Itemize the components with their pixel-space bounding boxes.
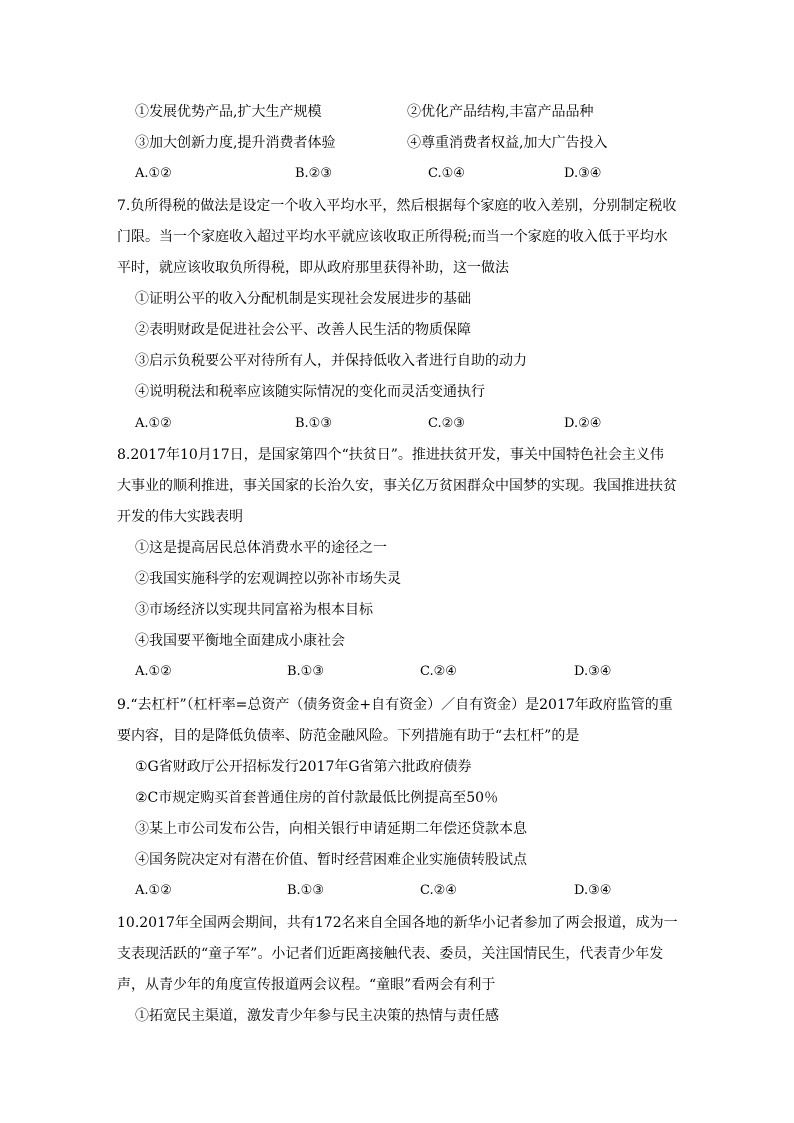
q8-item-4: ④我国要平衡地全面建成小康社会 bbox=[135, 633, 345, 649]
q8-stem-line-3: 开发的伟大实践表明 bbox=[117, 509, 243, 525]
q10-stem-line-1: 10.2017年全国两会期间，共有172名来自全国各地的新华小记者参加了两会报道，成为一 bbox=[117, 915, 678, 931]
q8-option-b: B.①③ bbox=[287, 664, 324, 679]
q6-item-2: ②优化产品结构,丰富产品品种 bbox=[407, 104, 594, 120]
q9-stem-line-2: 要内容，目的是降低负债率、防范金融风险。下列措施有助于“去杠杆”的是 bbox=[117, 728, 580, 744]
q6-option-b: B.②③ bbox=[295, 166, 332, 181]
q6-item-4: ④尊重消费者权益,加大广告投入 bbox=[407, 135, 608, 151]
q8-option-c: C.②④ bbox=[420, 664, 457, 679]
q9-option-b: B.①③ bbox=[287, 883, 324, 898]
q8-item-1: ①这是提高居民总体消费水平的途径之一 bbox=[135, 540, 387, 556]
q7-stem-line-2: 门限。当一个家庭收入超过平均水平就应该收取正所得税;而当一个家庭的收入低于平均水 bbox=[117, 229, 668, 245]
q8-item-2: ②我国实施科学的宏观调控以弥补市场失灵 bbox=[135, 571, 401, 587]
q9-item-3: ③某上市公司发布公告，向相关银行申请延期二年偿还贷款本息 bbox=[135, 821, 527, 837]
q7-item-2: ②表明财政是促进社会公平、改善人民生活的物质保障 bbox=[135, 322, 471, 338]
q7-stem-line-1: 7.负所得税的做法是设定一个收入平均水平，然后根据每个家庭的收入差别，分别制定税收 bbox=[117, 198, 677, 214]
q8-stem-line-2: 大事业的顺利推进，事关国家的长治久安，事关亿万贫困群众中国梦的实现。我国推进扶贫 bbox=[117, 478, 677, 494]
q9-item-1: ①G省财政厅公开招标发行2017年G省第六批政府债券 bbox=[135, 759, 472, 775]
q6-option-c: C.①④ bbox=[428, 166, 465, 181]
q9-option-a: A.①② bbox=[135, 883, 172, 898]
q10-item-1: ①拓宽民主渠道，激发青少年参与民主决策的热情与责任感 bbox=[135, 1008, 499, 1024]
q7-option-c: C.②③ bbox=[428, 416, 465, 431]
q7-stem-line-3: 平时，就应该收取负所得税，即从政府那里获得补助，这一做法 bbox=[117, 260, 509, 276]
q10-stem-line-3: 声，从青少年的角度宣传报道两会议程。“童眼”看两会有利于 bbox=[117, 977, 496, 993]
q7-item-4: ④说明税法和税率应该随实际情况的变化而灵活变通执行 bbox=[135, 384, 485, 400]
q7-item-1: ①证明公平的收入分配机制是实现社会发展进步的基础 bbox=[135, 291, 471, 307]
q9-option-c: C.②④ bbox=[420, 883, 457, 898]
q8-stem-line-1: 8.2017年10月17日，是国家第四个“扶贫日”。推进扶贫开发，事关中国特色社会主义伟 bbox=[117, 447, 664, 463]
q9-item-2: ②C市规定购买首套普通住房的首付款最低比例提高至50％ bbox=[135, 790, 499, 806]
q6-option-d: D.③④ bbox=[564, 166, 602, 181]
q7-item-3: ③启示负税要公平对待所有人，并保持低收入者进行自助的动力 bbox=[135, 353, 527, 369]
q8-option-a: A.①② bbox=[135, 664, 172, 679]
q8-item-3: ③市场经济以实现共同富裕为根本目标 bbox=[135, 602, 373, 618]
q9-item-4: ④国务院决定对有潜在价值、暂时经营困难企业实施债转股试点 bbox=[135, 852, 527, 868]
q6-option-a: A.①② bbox=[135, 166, 172, 181]
q6-item-1: ①发展优势产品,扩大生产规模 bbox=[135, 104, 322, 120]
q7-option-a: A.①② bbox=[135, 416, 172, 431]
q8-option-d: D.③④ bbox=[574, 664, 612, 679]
q7-option-d: D.②④ bbox=[564, 416, 602, 431]
q9-option-d: D.③④ bbox=[574, 883, 612, 898]
q7-option-b: B.①③ bbox=[295, 416, 332, 431]
q6-item-3: ③加大创新力度,提升消费者体验 bbox=[135, 135, 336, 151]
q10-stem-line-2: 支表现活跃的“童子军”。小记者们近距离接触代表、委员，关注国情民生，代表青少年发 bbox=[117, 946, 664, 962]
q9-stem-line-1: 9.“去杠杆”（杠杆率=总资产（债务资金+自有资金）／自有资金）是2017年政府监管的重 bbox=[117, 697, 673, 713]
